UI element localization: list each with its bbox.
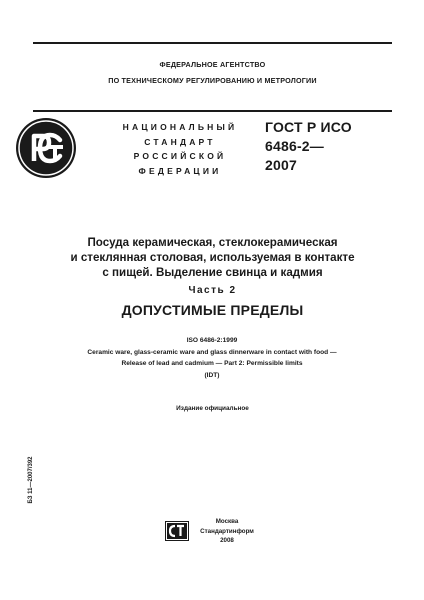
top-rule	[33, 42, 392, 44]
agency-name-line1: ФЕДЕРАЛЬНОЕ АГЕНТСТВО	[159, 60, 266, 69]
iso-line-2: Ceramic ware, glass-ceramic ware and glass dinnerware in contact with food —	[87, 348, 337, 356]
national-standard-label	[110, 120, 250, 178]
standard-number-line-1: ГОСТ Р ИСО	[265, 119, 352, 135]
standard-number-line-2: 6486-2—	[265, 138, 324, 154]
standartinform-logo-icon	[165, 521, 189, 541]
publisher-name: Стандартинформ	[200, 527, 254, 535]
national-line-1: НАЦИОНАЛЬНЫЙ	[122, 122, 238, 132]
part-heading: ДОПУСТИМЫЕ ПРЕДЕЛЫ	[121, 302, 304, 318]
title-line-2: и стеклянная столовая, используемая в контакте	[70, 251, 355, 264]
rst-certification-logo-icon	[14, 116, 78, 180]
agency-name-line2: ПО ТЕХНИЧЕСКОМУ РЕГУЛИРОВАНИЮ И МЕТРОЛОГИИ	[108, 76, 317, 85]
standard-number	[265, 118, 352, 175]
edition-label: Издание официальное	[176, 405, 249, 412]
part-label: Часть 2	[188, 285, 237, 296]
iso-line-3: Release of lead and cadmium — Part 2: Permissible limits	[121, 360, 303, 367]
standard-number-line-3: 2007	[265, 157, 297, 173]
iso-reference	[20, 335, 404, 381]
bottom-rule	[33, 110, 392, 112]
publisher-block	[197, 517, 257, 546]
side-code-text: БЗ 11—2007/392	[28, 456, 34, 504]
publisher-city: Москва	[215, 518, 239, 525]
document-title	[33, 235, 392, 280]
iso-line-1: ISO 6486-2:1999	[186, 337, 238, 344]
national-line-2: СТАНДАРТ	[144, 136, 216, 147]
national-line-3: РОССИЙСКОЙ	[133, 151, 227, 161]
publisher-year: 2008	[220, 537, 234, 544]
title-line-1: Посуда керамическая, стеклокерамическая	[87, 236, 338, 249]
iso-line-4: (IDT)	[204, 371, 220, 379]
title-line-3: с пищей. Выделение свинца и кадмия	[102, 266, 323, 279]
national-line-4: ФЕДЕРАЦИИ	[138, 165, 222, 176]
